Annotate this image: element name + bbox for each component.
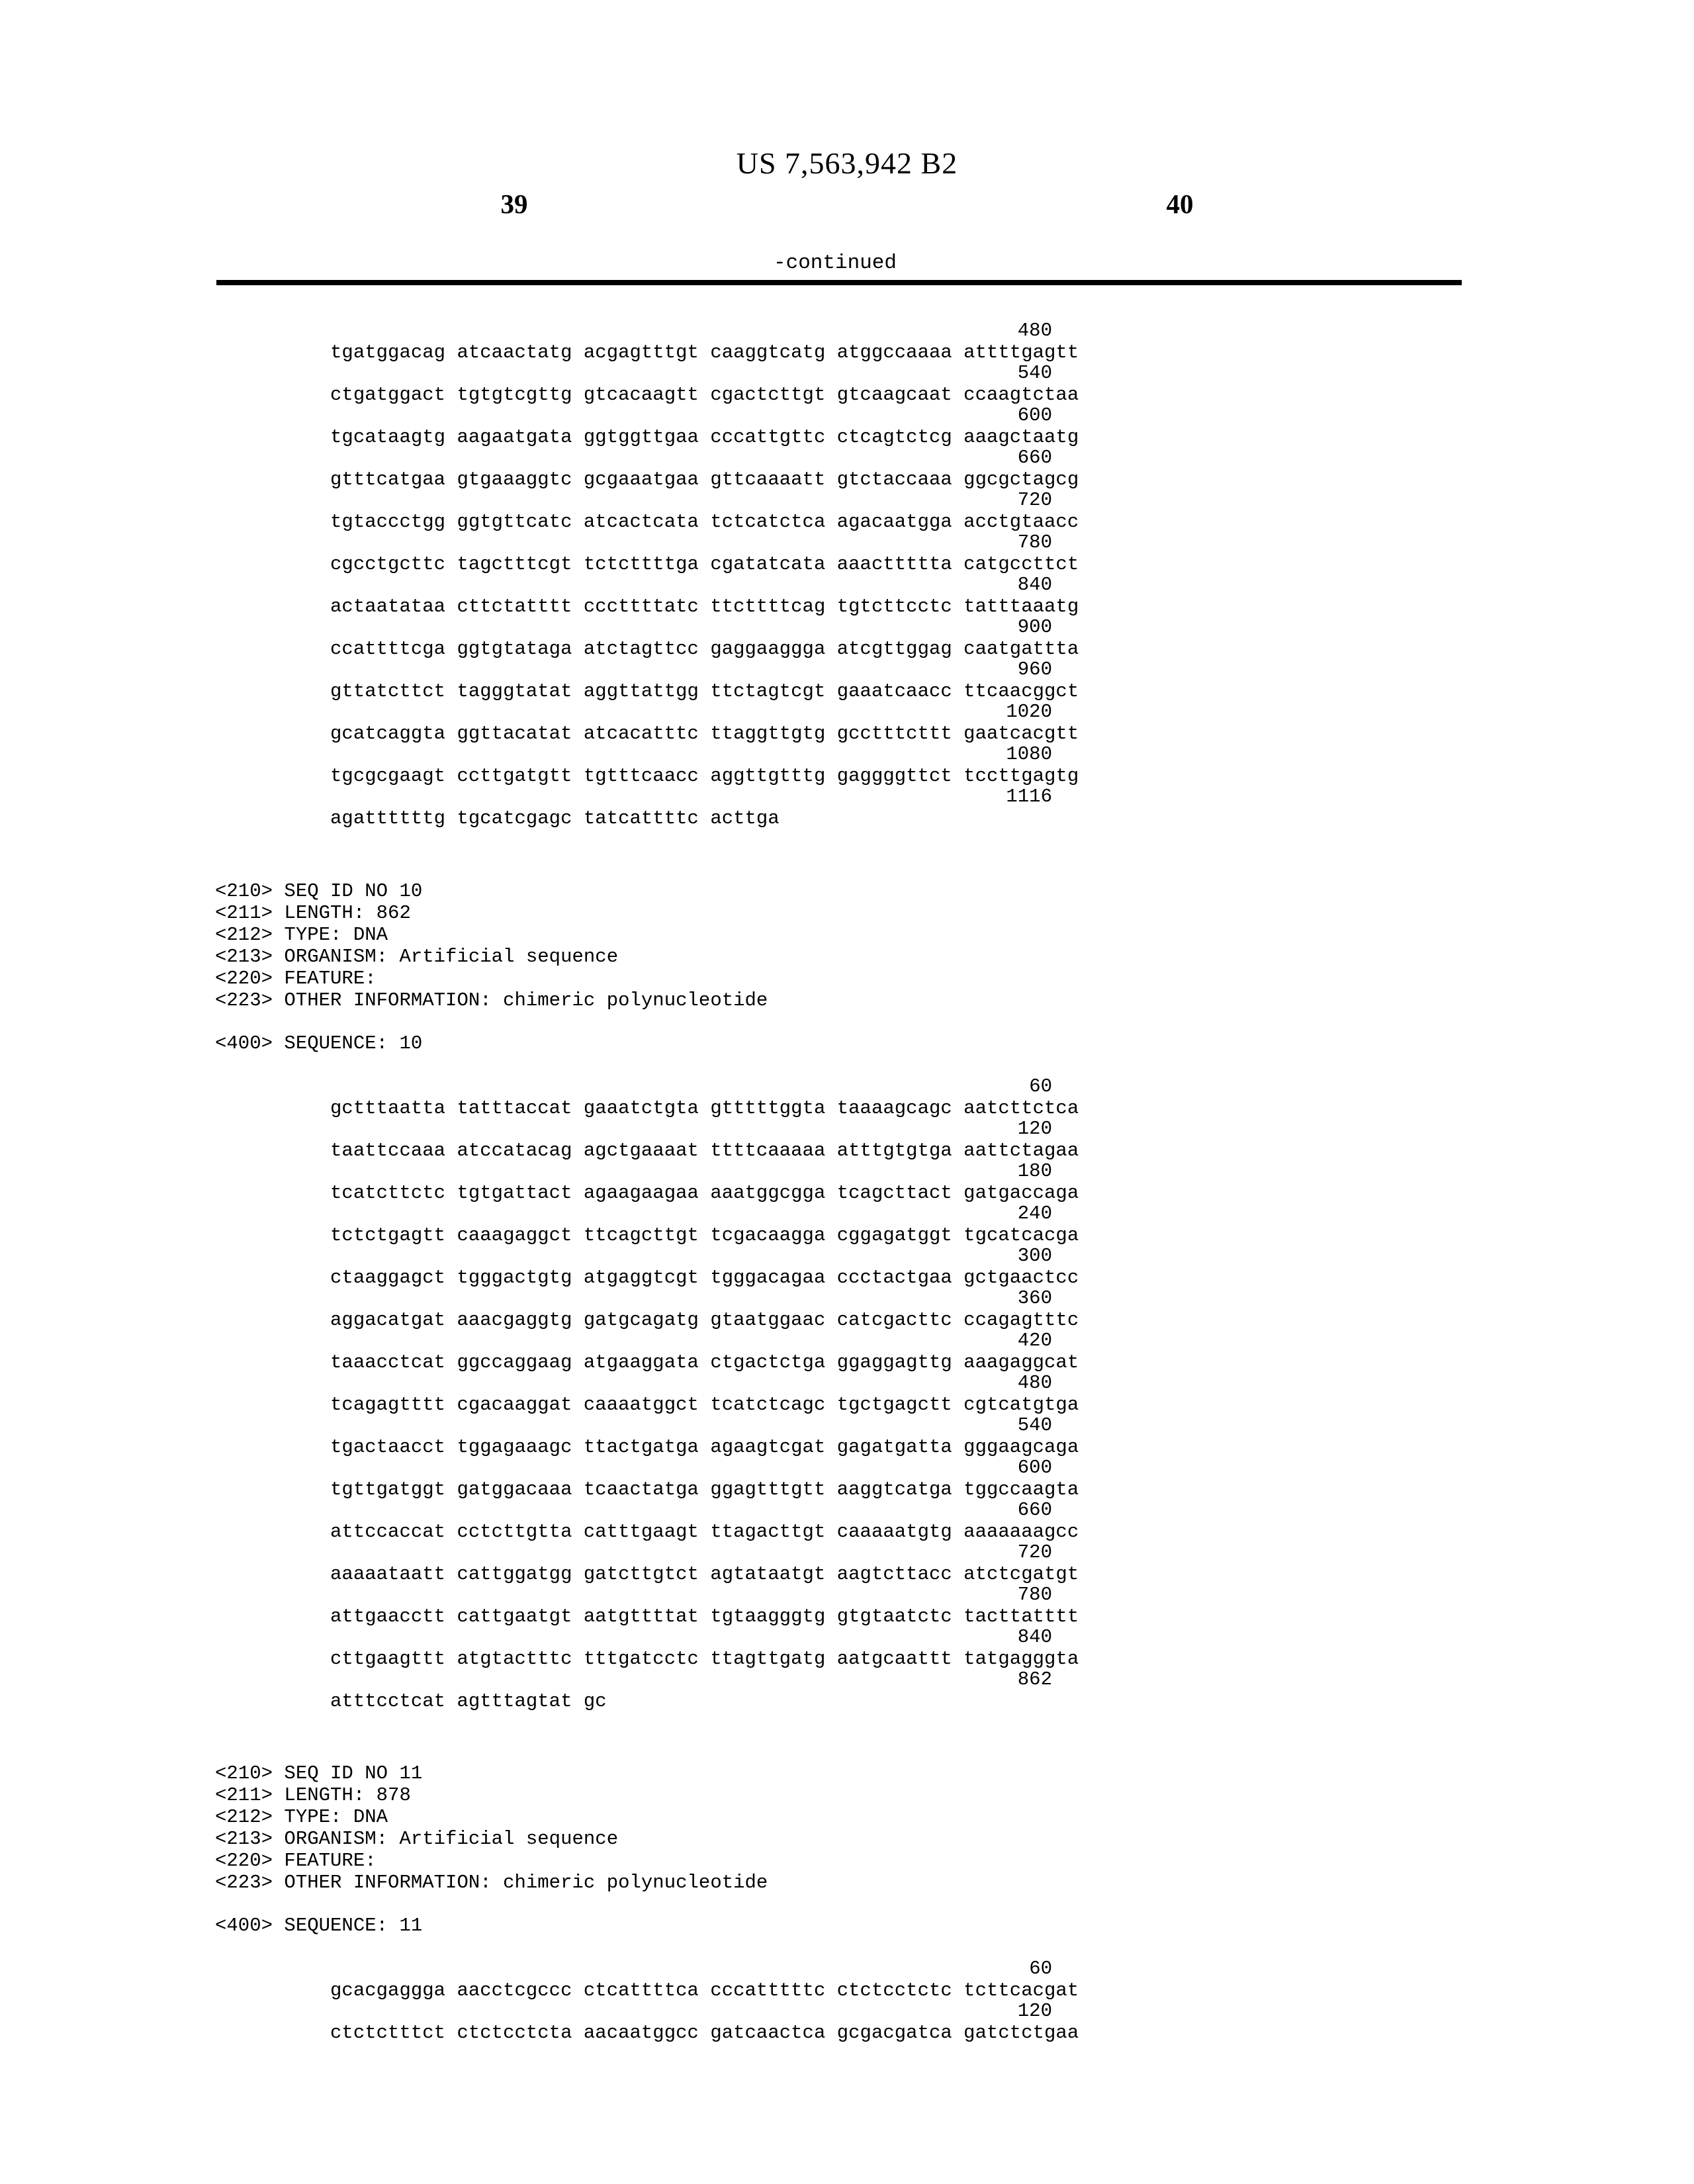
sequence-line [215,701,1079,745]
metadata-line: <213> ORGANISM: Artificial sequence [215,1828,619,1850]
sequence-position-number: 780 [1017,1584,1052,1606]
sequence-position-number: 600 [1017,404,1052,426]
seq-id-10-metadata [215,880,1052,1011]
sequence-position-number: 540 [1017,362,1052,384]
sequence-text: tgtaccctgg ggtgttcatc atcactcata tctcatctca agacaatgga acctgtaacc [330,511,1079,533]
sequence-position-number: 360 [1017,1287,1052,1309]
page-number-right: 40 [1166,189,1194,219]
sequence-line [215,362,1079,406]
sequence-line [215,1118,1079,1161]
sequence-text: ccattttcga ggtgtataga atctagttcc gaggaaggga atcgttggag caatgattta [330,638,1079,660]
metadata-line: <211> LENGTH: 878 [215,1784,411,1806]
sequence-line [215,1457,1079,1500]
sequence-line [215,1626,1079,1670]
sequence-line [215,1330,1079,1373]
sequence-position-number: 180 [1017,1160,1052,1182]
sequence-line [215,1203,1079,1246]
metadata-line: <223> OTHER INFORMATION: chimeric polynucleotide [215,989,768,1011]
sequence-position-number: 1080 [1006,743,1052,765]
sequence-line [215,574,1079,617]
sequence-text: tctctgagtt caaagaggct ttcagcttgt tcgacaagga cggagatggt tgcatcacga [330,1224,1079,1246]
seq-id-10-lines [215,1075,1079,1712]
sequence-position-number: 480 [1017,320,1052,341]
sequence-text: taattccaaa atccatacag agctgaaaat ttttcaaaaa atttgtgtga aattctagaa [330,1140,1079,1161]
sequence-position-number: 300 [1017,1245,1052,1267]
sequence-text: tgttgatggt gatggacaaa tcaactatga ggagtttgtt aaggtcatga tggccaagta [330,1479,1079,1500]
sequence-position-number: 60 [1029,1075,1052,1097]
sequence-text: tgcgcgaagt ccttgatgtt tgtttcaacc aggttgtttg gaggggttct tccttgagtg [330,765,1079,787]
patent-number: US 7,563,942 B2 [736,146,958,180]
seq-id-11-lines [215,1958,1079,2044]
sequence-line [215,1541,1079,1585]
sequence-position-number: 240 [1017,1203,1052,1224]
sequence-position-number: 120 [1017,2000,1052,2022]
sequence-line [215,1499,1079,1543]
sequence-line [215,1160,1079,1204]
sequence-position-number: 862 [1017,1668,1052,1690]
prev-sequence-continuation-block [215,320,1079,829]
sequence-line [215,616,1079,660]
sequence-text: agattttttg tgcatcgagc tatcattttc acttga [330,807,780,829]
metadata-line: <212> TYPE: DNA [215,1806,388,1828]
sequence-text: attccaccat cctcttgtta catttgaagt ttagacttgt caaaaatgtg aaaaaaagcc [330,1521,1079,1543]
seq-id-11-sequence-label: <400> SEQUENCE: 11 [215,1915,423,1936]
sequence-text: atttcctcat agtttagtat gc [330,1690,607,1712]
metadata-line: <211> LENGTH: 862 [215,902,411,924]
sequence-position-number: 120 [1017,1118,1052,1140]
sequence-text: gcatcaggta ggttacatat atcacatttc ttaggttgtg gcctttcttt gaatcacgtt [330,723,1079,745]
sequence-text: gttatcttct tagggtatat aggttattgg ttctagtcgt gaaatcaacc ttcaacggct [330,680,1079,702]
sequence-text: gctttaatta tatttaccat gaaatctgta gtttttggta taaaagcagc aatcttctca [330,1097,1079,1119]
sequence-position-number: 1020 [1006,701,1052,723]
metadata-line: <223> OTHER INFORMATION: chimeric polynucleotide [215,1872,768,1893]
sequence-lines [215,320,1079,829]
sequence-text: aaaaataatt cattggatgg gatcttgtct agtataatgt aagtcttacc atctcgatgt [330,1563,1079,1585]
sequence-text: taaacctcat ggccaggaag atgaaggata ctgactctga ggaggagttg aaagaggcat [330,1351,1079,1373]
sequence-position-number: 840 [1017,1626,1052,1648]
sequence-position-number: 480 [1017,1372,1052,1394]
sequence-position-number: 60 [1029,1958,1052,1979]
sequence-position-number: 420 [1017,1330,1052,1351]
sequence-text: cttgaagttt atgtactttc tttgatcctc ttagttgatg aatgcaattt tatgagggta [330,1648,1079,1670]
sequence-text: gcacgaggga aacctcgccc ctcattttca cccatttttc ctctcctctc tcttcacgat [330,1979,1079,2001]
metadata-line: <220> FEATURE: [215,968,377,989]
sequence-line [215,1958,1079,2001]
sequence-position-number: 1116 [1006,786,1052,807]
seq-id-10-block [215,880,1079,1712]
sequence-text: attgaacctt cattgaatgt aatgttttat tgtaagggtg gtgtaatctc tacttatttt [330,1606,1079,1627]
sequence-position-number: 540 [1017,1414,1052,1436]
sequence-text: ctaaggagct tgggactgtg atgaggtcgt tgggacagaa ccctactgaa gctgaactcc [330,1267,1079,1289]
sequence-position-number: 660 [1017,1499,1052,1521]
sequence-line [215,1075,1079,1119]
sequence-line [215,489,1079,533]
sequence-listing [215,320,1079,2044]
sequence-line [215,1287,1079,1331]
sequence-text: tgactaacct tggagaaagc ttactgatga agaagtcgat gagatgatta gggaagcaga [330,1436,1079,1458]
sequence-text: tgcataagtg aagaatgata ggtggttgaa cccattgttc ctcagtctcg aaagctaatg [330,426,1079,448]
sequence-line [215,1668,1052,1711]
sequence-text: aggacatgat aaacgaggtg gatgcagatg gtaatggaac catcgacttc ccagagtttc [330,1309,1079,1331]
sequence-text: ctgatggact tgtgtcgttg gtcacaagtt cgactcttgt gtcaagcaat ccaagtctaa [330,384,1079,406]
sequence-line [215,786,1052,828]
sequence-position-number: 600 [1017,1457,1052,1479]
sequence-line [215,320,1079,363]
sequence-text: actaatataa cttctatttt cccttttatc ttcttttcag tgtcttcctc tatttaaatg [330,596,1079,617]
page-number-left: 39 [500,189,528,219]
sequence-position-number: 720 [1017,1541,1052,1563]
sequence-position-number: 660 [1017,447,1052,469]
seq-id-11-block [215,1762,1079,2044]
sequence-text: tcagagtttt cgacaaggat caaaatggct tcatctcagc tgctgagctt cgtcatgtga [330,1394,1079,1416]
sequence-line [215,1414,1079,1458]
section-rule [216,280,1462,285]
sequence-text: ctctctttct ctctcctcta aacaatggcc gatcaactca gcgacgatca gatctctgaa [330,2022,1079,2044]
sequence-position-number: 900 [1017,616,1052,638]
seq-id-10-sequence-label: <400> SEQUENCE: 10 [215,1032,423,1054]
sequence-line [215,659,1079,702]
metadata-line: <220> FEATURE: [215,1850,377,1872]
sequence-line [215,531,1079,575]
sequence-line [215,404,1079,448]
sequence-line [215,1584,1079,1627]
sequence-line [215,743,1079,787]
sequence-text: cgcctgcttc tagctttcgt tctcttttga cgatatcata aaacttttta catgccttct [330,553,1079,575]
sequence-line [215,1245,1079,1289]
sequence-text: gtttcatgaa gtgaaaggtc gcgaaatgaa gttcaaaatt gtctaccaaa ggcgctagcg [330,469,1079,490]
metadata-line: <212> TYPE: DNA [215,924,388,946]
metadata-line: <213> ORGANISM: Artificial sequence [215,946,619,968]
sequence-text: tgatggacag atcaactatg acgagtttgt caaggtcatg atggccaaaa attttgagtt [330,341,1079,363]
sequence-position-number: 720 [1017,489,1052,511]
sequence-line [215,2000,1079,2044]
sequence-text: tcatcttctc tgtgattact agaagaagaa aaatggcgga tcagcttact gatgaccaga [330,1182,1079,1204]
sequence-line [215,447,1079,490]
sequence-line [215,1372,1079,1416]
sequence-position-number: 840 [1017,574,1052,596]
seq-id-11-metadata [215,1762,1052,1893]
continued-label: -continued [773,251,897,275]
metadata-line: <210> SEQ ID NO 11 [215,1762,423,1784]
sequence-position-number: 780 [1017,531,1052,553]
metadata-line: <210> SEQ ID NO 10 [215,880,423,902]
sequence-position-number: 960 [1017,659,1052,680]
